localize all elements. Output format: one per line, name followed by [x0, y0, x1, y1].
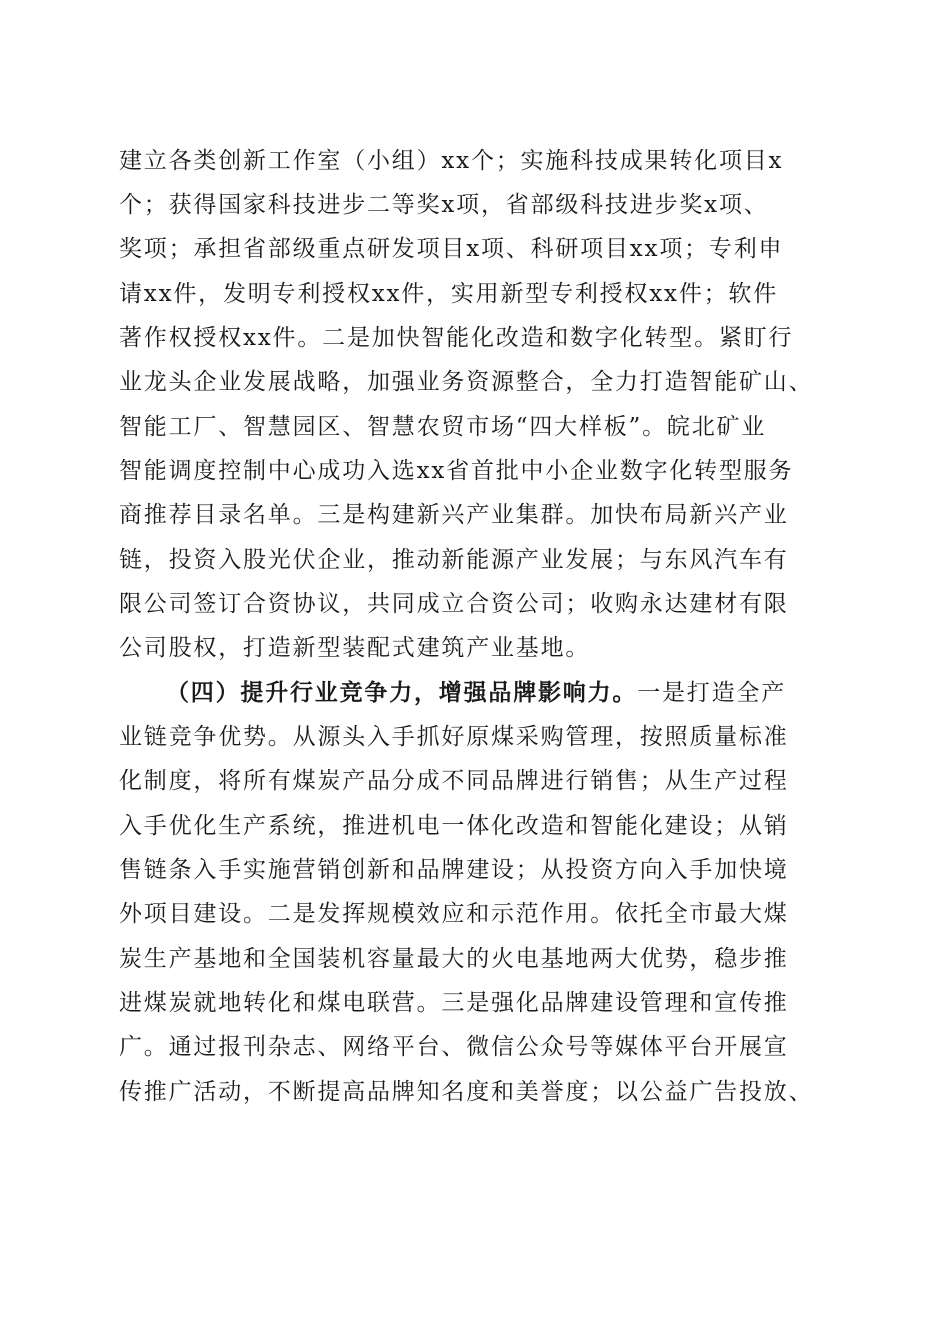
text-line-12: 公司股权，打造新型装配式建筑产业基地。 — [119, 635, 591, 661]
text-line-9: 商推荐目录名单。三是构建新兴产业集群。加快布局新兴产业 — [119, 502, 789, 528]
text-line-3: 奖项；承担省部级重点研发项目x项、科研项目xx项；专利申 — [119, 236, 784, 262]
text-line-14: 业链竞争优势。从源头入手抓好原煤采购管理，按照质量标准 — [119, 724, 789, 750]
text-line-18: 外项目建设。二是发挥规模效应和示范作用。依托全市最大煤 — [119, 901, 789, 927]
text-line-1: 建立各类创新工作室（小组）xx个；实施科技成果转化项目x — [119, 148, 784, 174]
section-heading-continuation: 一是打造全产 — [637, 680, 787, 706]
text-line-8: 智能调度控制中心成功入选xx省首批中小企业数字化转型服务 — [119, 458, 794, 484]
text-line-7: 智能工厂、智慧园区、智慧农贸市场“四大样板”。皖北矿业 — [119, 414, 767, 440]
section-heading-line — [166, 678, 786, 708]
section-heading: （四）提升行业竞争力，增强品牌影响力。 — [166, 679, 638, 706]
text-line-15: 化制度，将所有煤炭产品分成不同品牌进行销售；从生产过程 — [119, 768, 789, 794]
text-line-17: 售链条入手实施营销创新和品牌建设；从投资方向入手加快境 — [119, 857, 789, 883]
text-line-5: 著作权授权xx件。二是加快智能化改造和数字化转型。紧盯行 — [119, 325, 794, 351]
text-line-10: 链，投资入股光伏企业，推动新能源产业发展；与东风汽车有 — [119, 547, 789, 573]
text-line-2: 个；获得国家科技进步二等奖x项，省部级科技进步奖x项、 — [119, 192, 769, 218]
text-line-22: 传推广活动，不断提高品牌知名度和美誉度；以公益广告投放、 — [119, 1079, 814, 1105]
text-line-20: 进煤炭就地转化和煤电联营。三是强化品牌建设管理和宣传推 — [119, 990, 789, 1016]
text-line-11: 限公司签订合资协议，共同成立合资公司；收购永达建材有限 — [119, 591, 789, 617]
text-line-16: 入手优化生产系统，推进机电一体化改造和智能化建设；从销 — [119, 813, 789, 839]
text-line-6: 业龙头企业发展战略，加强业务资源整合，全力打造智能矿山、 — [119, 369, 814, 395]
text-line-19: 炭生产基地和全国装机容量最大的火电基地两大优势，稳步推 — [119, 946, 789, 972]
text-line-21: 广。通过报刊杂志、网络平台、微信公众号等媒体平台开展宣 — [119, 1034, 789, 1060]
text-line-4: 请xx件，发明专利授权xx件，实用新型专利授权xx件；软件 — [119, 281, 779, 307]
